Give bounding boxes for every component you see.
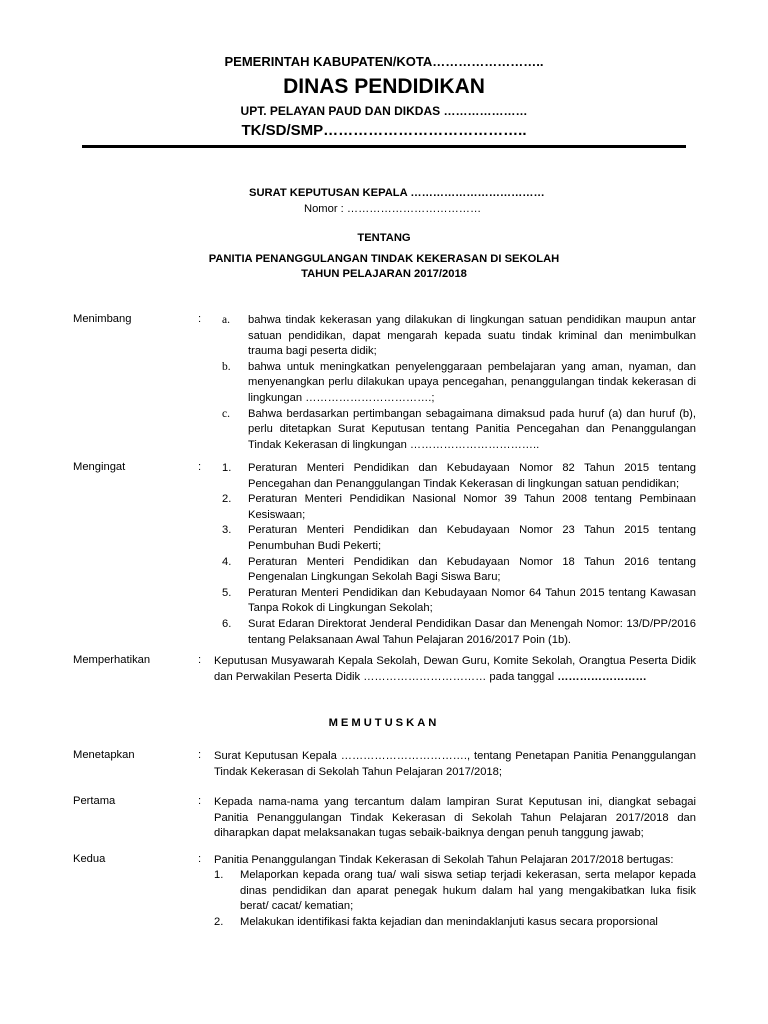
item-text: Bahwa berdasarkan pertimbangan sebagaimana dimaksud pada huruf (a) dan huruf (b), perlu ditetapkan Surat Keputusan tentang Panitia Pencegahan dan Penanggulangan Tindak Kekerasan di lingkungan ……………………………..	[248, 407, 696, 451]
list-item	[222, 407, 696, 454]
letterhead-agency: DINAS PENDIDIKAN	[283, 75, 485, 98]
item-marker: 1.	[222, 462, 232, 474]
list-item	[222, 555, 696, 586]
letterhead-divider	[82, 145, 686, 148]
decree-about: TENTANG	[357, 232, 411, 244]
list-item	[214, 868, 696, 915]
kedua-colon: :	[198, 853, 202, 865]
menetapkan-text: Surat Keputusan Kepala ……………………………., tentang Penetapan Panitia Penanggulangan Tindak Kekerasan di Sekolah Tahun Pelajaran 2017/2018;	[214, 750, 696, 778]
memperhatikan-text	[214, 654, 696, 685]
kedua-intro: Panitia Penanggulangan Tindak Kekerasan di Sekolah Tahun Pelajaran 2017/2018 bertugas:	[214, 854, 674, 866]
decree-number: Nomor : ………………………………	[304, 203, 482, 215]
list-item	[222, 523, 696, 554]
pertama-text: Kepada nama-nama yang tercantum dalam lampiran Surat Keputusan ini, diangkat sebagai Panitia Penanggulangan Tindak Kekerasan di Sekolah Tahun Pelajaran 2017/2018 dan diharapkan dapat melaksanakan tugas sebaik-baiknya dengan penuh tanggung jawab;	[214, 796, 696, 840]
item-marker: 5.	[222, 586, 232, 599]
item-text: Melakukan identifikasi fakta kejadian dan menindaklanjuti kasus secara proporsional	[240, 915, 658, 928]
list-item	[214, 915, 696, 931]
menetapkan-colon: :	[198, 749, 202, 761]
item-marker: 6.	[222, 617, 232, 630]
item-text: Peraturan Menteri Pendidikan Nasional Nomor 39 Tahun 2008 tentang Pembinaan Kesiswaan;	[248, 493, 696, 521]
menimbang-label: Menimbang	[73, 313, 132, 325]
menimbang-colon: :	[198, 313, 202, 325]
memutuskan-heading: MEMUTUSKAN	[328, 717, 440, 729]
item-marker: b.	[222, 360, 231, 373]
item-text: Surat Edaran Direktorat Jenderal Pendidikan Dasar dan Menengah Nomor: 13/D/PP/2016 tentang Pelaksanaan Awal Tahun Pelajaran 2016/2017 Poin (1b).	[248, 617, 696, 646]
item-marker: c.	[222, 407, 230, 420]
letterhead-unit: UPT. PELAYAN PAUD DAN DIKDAS …………………	[240, 104, 528, 118]
pertama-colon: :	[198, 795, 202, 807]
mengingat-label: Mengingat	[73, 461, 126, 473]
decree-title: SURAT KEPUTUSAN KEPALA ………………………………	[249, 187, 545, 199]
mengingat-list	[222, 461, 696, 648]
menetapkan-label: Menetapkan	[73, 749, 135, 761]
memperhatikan-body: Keputusan Musyawarah Kepala Sekolah, Dewan Guru, Komite Sekolah, Orangtua Peserta Didik dan Perwakilan Peserta Didik …………………………… pada tanggal	[214, 655, 696, 683]
memperhatikan-date: ……………………	[557, 670, 647, 683]
letterhead-government: PEMERINTAH KABUPATEN/KOTA……………………..	[224, 54, 544, 69]
item-text: Peraturan Menteri Pendidikan dan Kebudayaan Nomor 23 Tahun 2015 tentang Penumbuhan Budi Pekerti;	[248, 524, 696, 552]
item-marker: 1.	[214, 869, 224, 881]
item-text: Peraturan Menteri Pendidikan dan Kebudayaan Nomor 82 Tahun 2015 tentang Pencegahan dan Penanggulangan Tindak Kekerasan di lingkungan satuan pendidikan;	[248, 462, 696, 490]
memperhatikan-colon: :	[198, 654, 202, 666]
kedua-label: Kedua	[73, 853, 106, 865]
item-marker: 2.	[214, 915, 224, 928]
menimbang-list	[222, 313, 696, 453]
pertama-label: Pertama	[73, 795, 116, 807]
list-item	[222, 461, 696, 492]
item-text: Melaporkan kepada orang tua/ wali siswa setiap terjadi kekerasan, serta melapor kepada dinas pendidikan dan aparat penegak hukum dalam hal yang mengakibatkan luka fisik berat/ cacat/ kematian;	[240, 869, 696, 913]
item-marker: a.	[222, 314, 230, 326]
kedua-list	[214, 868, 696, 930]
item-marker: 2.	[222, 493, 232, 506]
list-item	[222, 617, 696, 648]
item-marker: 3.	[222, 524, 232, 537]
list-item	[222, 492, 696, 523]
mengingat-colon: :	[198, 461, 202, 473]
item-marker: 4.	[222, 555, 232, 568]
decree-subject: PANITIA PENANGGULANGAN TINDAK KEKERASAN DI SEKOLAH	[208, 253, 560, 265]
item-text: Peraturan Menteri Pendidikan dan Kebudayaan Nomor 18 Tahun 2016 tentang Pengenalan Lingkungan Sekolah Bagi Siswa Baru;	[248, 555, 696, 584]
letterhead-school: TK/SD/SMP…………………………………..	[241, 122, 527, 139]
item-text: bahwa untuk meningkatkan penyelenggaraan pembelajaran yang aman, nyaman, dan menyenangkan perlu dilakukan upaya pencegahan, penanggulangan tindak kekerasan di lingkungan …………………………….;	[248, 360, 696, 404]
memperhatikan-label: Memperhatikan	[73, 654, 151, 666]
list-item	[222, 360, 696, 407]
decree-year: TAHUN PELAJARAN 2017/2018	[301, 268, 467, 280]
list-item	[222, 586, 696, 617]
list-item	[222, 313, 696, 360]
item-text: bahwa tindak kekerasan yang dilakukan di lingkungan satuan pendidikan maupun antar satuan pendidikan, dapat mengarah kepada suatu tindak kriminal dan menimbulkan trauma bagi peserta didik;	[248, 314, 696, 358]
item-text: Peraturan Menteri Pendidikan dan Kebudayaan Nomor 64 Tahun 2015 tentang Kawasan Tanpa Rokok di Lingkungan Sekolah;	[248, 586, 696, 615]
